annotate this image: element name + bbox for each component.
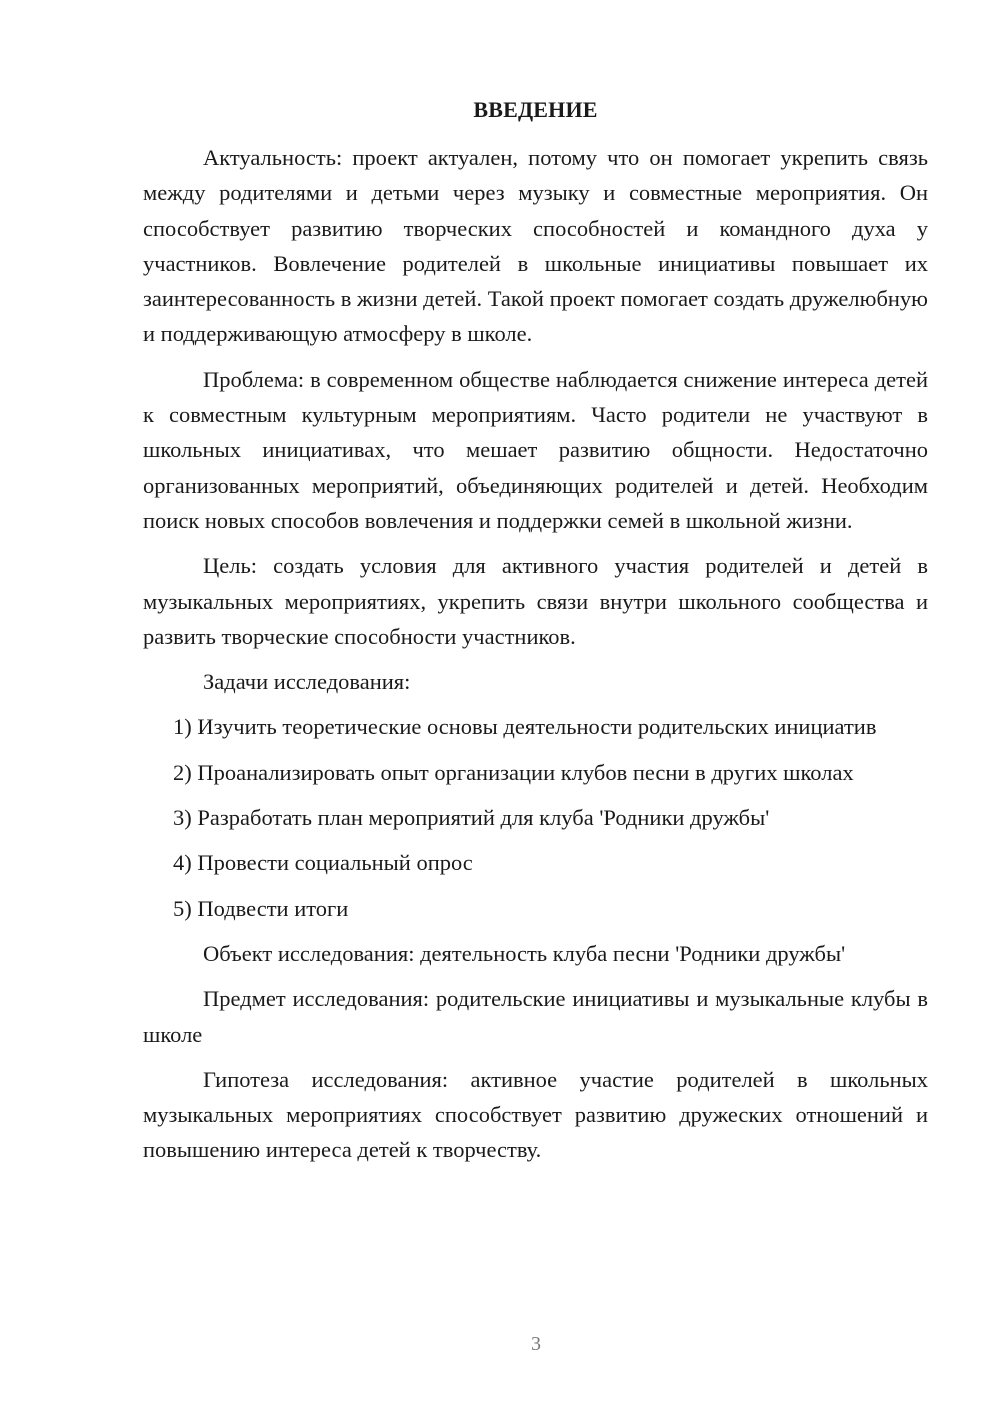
paragraph-goal: Цель: создать условия для активного участия родителей и детей в музыкальных мероприятиях, укрепить связи внутри школьного сообщества и развить творческие способности участников. bbox=[143, 553, 928, 649]
task-item-2: 2) Проанализировать опыт организации клубов песни в других школах bbox=[173, 759, 854, 785]
paragraph-relevance: Актуальность: проект актуален, потому что он помогает укрепить связь между родителями и детьми через музыку и совместные мероприятия. Он способствует развитию творческих способностей и командного духа у участников. Вовлечение родителей в школьные инициативы повышает их заинтересованность в жизни детей. Такой проект помогает создать дружелюбную и поддерживающую атмосферу в школе. bbox=[143, 145, 928, 347]
paragraph-subject: Предмет исследования: родительские инициативы и музыкальные клубы в школе bbox=[143, 986, 928, 1047]
paragraph-object: Объект исследования: деятельность клуба песни 'Родники дружбы' bbox=[203, 940, 846, 966]
paragraph-hypothesis: Гипотеза исследования: активное участие родителей в школьных музыкальных мероприятиях способствует развитию дружеских отношений и повышению интереса детей к творчеству. bbox=[143, 1066, 928, 1163]
tasks-heading: Задачи исследования: bbox=[203, 669, 411, 695]
task-item-5: 5) Подвести итоги bbox=[173, 895, 349, 921]
task-item-1: 1) Изучить теоретические основы деятельности родительских инициатив bbox=[173, 714, 877, 740]
task-item-4: 4) Провести социальный опрос bbox=[173, 850, 473, 876]
task-item-3: 3) Разработать план мероприятий для клуба 'Родники дружбы' bbox=[173, 805, 770, 831]
page-number: 3 bbox=[531, 1333, 541, 1355]
paragraph-problem: Проблема: в современном обществе наблюдается снижение интереса детей к совместным культурным мероприятиям. Часто родители не участвуют в школьных инициативах, что мешает развитию общности. Недостаточно организованных мероприятий, объединяющих родителей и детей. Необходим поиск новых способов вовлечения и поддержки семей в школьной жизни. bbox=[143, 366, 928, 533]
document-body bbox=[143, 92, 928, 1178]
section-title: ВВЕДЕНИЕ bbox=[473, 97, 598, 122]
